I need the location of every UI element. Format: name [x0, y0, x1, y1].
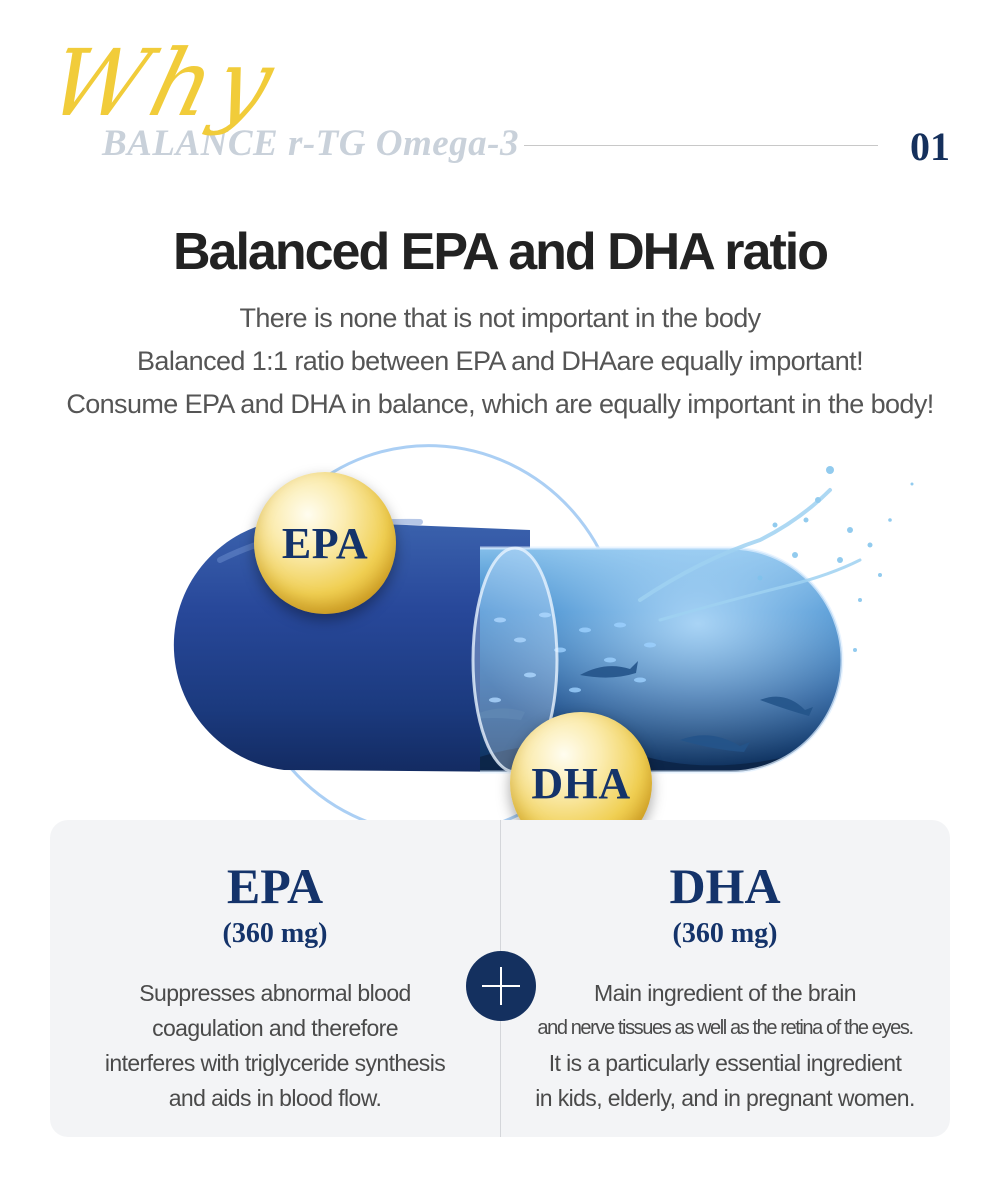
capsule-illustration [0, 440, 1000, 860]
epa-badge: EPA [254, 472, 396, 614]
epa-description [50, 976, 500, 1116]
dha-description-line: and nerve tissues as well as the retina of the eyes. [537, 1017, 913, 1039]
dha-amount: (360 mg) [672, 918, 778, 949]
dha-description [500, 976, 950, 1116]
brand-line: BALANCE r-TG Omega-3 [102, 123, 519, 164]
intro-line: Balanced 1:1 ratio between EPA and DHAare equally important! [137, 346, 863, 376]
epa-amount: (360 mg) [222, 918, 328, 949]
intro-text [0, 297, 1000, 426]
section-number: 01 [910, 124, 950, 169]
epa-description-line: interferes with triglyceride synthesis [104, 1050, 446, 1076]
epa-column [50, 820, 500, 1137]
plus-icon-vertical [500, 967, 502, 1005]
dha-column [500, 820, 950, 1137]
intro-line: Consume EPA and DHA in balance, which are equally important in the body! [66, 389, 934, 419]
dha-name: DHA [669, 858, 781, 914]
header-divider [524, 145, 878, 146]
page-title: Balanced EPA and DHA ratio [173, 223, 827, 281]
dha-description-line: It is a particularly essential ingredient [548, 1050, 902, 1076]
dha-badge: DHA [510, 712, 652, 854]
intro-line: There is none that is not important in the body [239, 303, 761, 333]
dha-description-line: Main ingredient of the brain [594, 980, 856, 1006]
comparison-card [50, 820, 950, 1137]
dha-description-line: in kids, elderly, and in pregnant women. [535, 1085, 915, 1111]
epa-description-line: and aids in blood flow. [168, 1085, 382, 1111]
why-script-heading: Why [38, 30, 290, 137]
epa-description-line: coagulation and therefore [152, 1015, 398, 1041]
epa-name: EPA [226, 858, 324, 914]
epa-description-line: Suppresses abnormal blood [139, 980, 411, 1006]
plus-icon [466, 951, 536, 1021]
